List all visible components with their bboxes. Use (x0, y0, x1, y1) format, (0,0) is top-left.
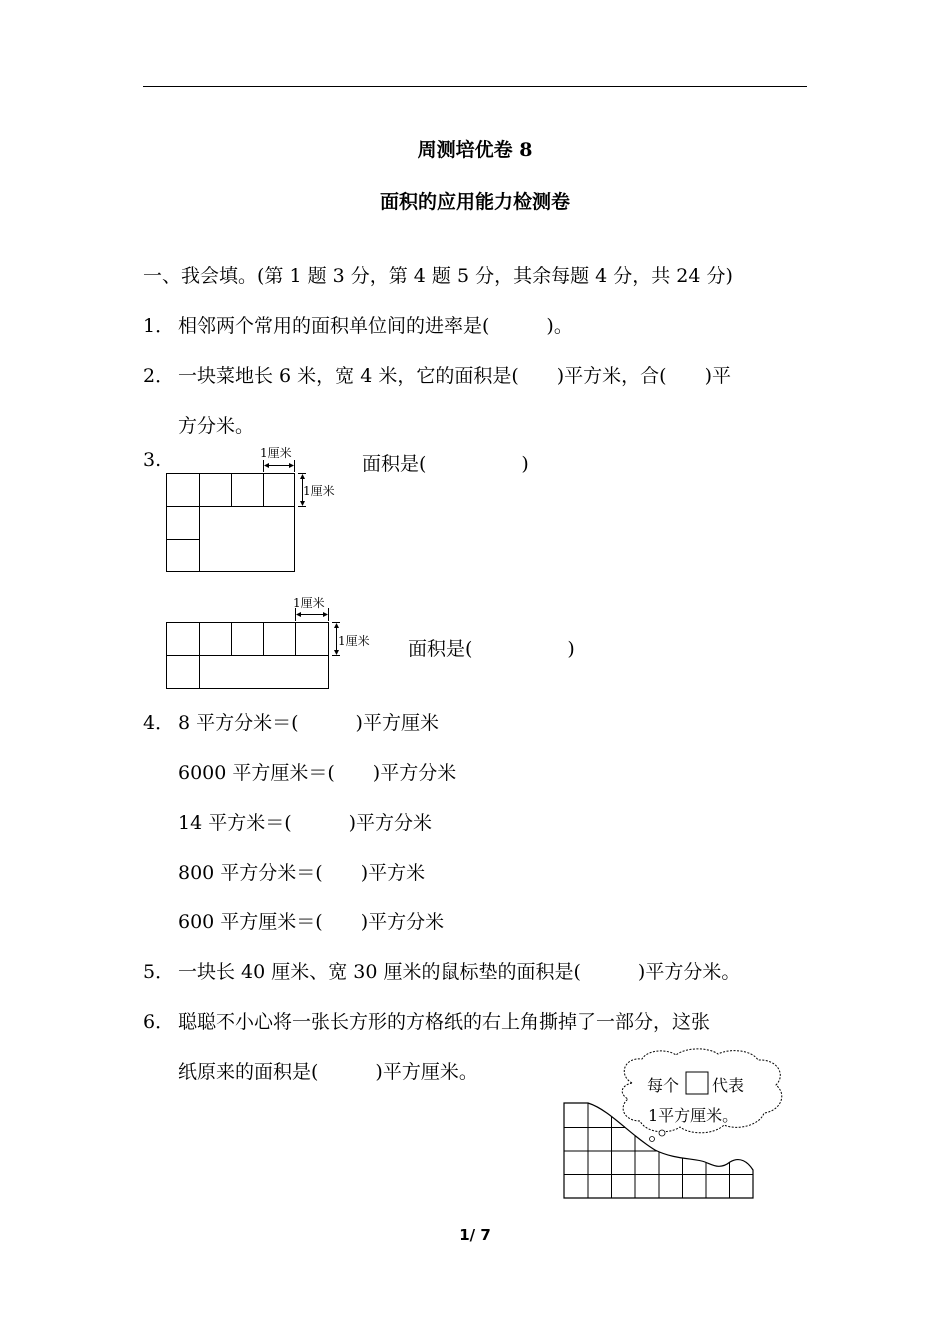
page-number: 1/ 7 (459, 1226, 491, 1244)
bubble-text: 代表 (712, 1076, 745, 1095)
question-number: 6． (143, 1011, 175, 1033)
question-2-text: 一块菜地长 6 米，宽 4 米，它的面积是( )平方米，合( )平 (178, 365, 731, 387)
question-6-text-continued: 纸原来的面积是( )平方厘米。 (178, 1061, 478, 1083)
question-1-text: 相邻两个常用的面积单位间的进率是( )。 (178, 315, 573, 337)
conversion-line: 14 平方米＝( )平方分米 (178, 812, 433, 834)
conversion-line: 6000 平方厘米＝( )平方分米 (178, 762, 457, 784)
question-number: 4． (143, 712, 175, 734)
question-number: 3. (143, 449, 162, 471)
bubble-text: 1平方厘米。 (648, 1106, 739, 1125)
unit-label-top: 1厘米 (293, 596, 325, 610)
question-number: 5． (143, 961, 175, 983)
header-rule (143, 86, 807, 87)
thought-bubble (610, 1045, 790, 1145)
grid-figure-1 (160, 440, 360, 580)
conversion-line: 800 平方分米＝( )平方米 (178, 862, 426, 884)
question-6-text: 聪聪不小心将一张长方形的方格纸的右上角撕掉了一部分，这张 (178, 1011, 711, 1033)
question-number: 2． (143, 365, 175, 387)
question-2-text-continued: 方分米。 (178, 415, 255, 437)
unit-label-side: 1厘米 (338, 634, 370, 648)
page-subtitle: 面积的应用能力检测卷 (379, 191, 570, 213)
question-3-answer-1: 面积是( ) (362, 453, 529, 475)
bubble-text: 每个 (647, 1076, 680, 1095)
conversion-line: 600 平方厘米＝( )平方分米 (178, 911, 445, 933)
page-title: 周测培优卷 8 (417, 139, 533, 161)
question-3-answer-2: 面积是( ) (408, 638, 575, 660)
question-5-text: 一块长 40 厘米、宽 30 厘米的鼠标垫的面积是( )平方分米。 (178, 961, 741, 983)
conversion-line: 8 平方分米＝( )平方厘米 (178, 712, 439, 734)
unit-square-icon (686, 1072, 708, 1094)
unit-label-top: 1厘米 (260, 446, 292, 460)
unit-label-side: 1厘米 (303, 484, 335, 498)
section-heading: 一、我会填。(第 1 题 3 分，第 4 题 5 分，其余每题 4 分，共 24 分) (143, 265, 733, 287)
question-number: 1． (143, 315, 175, 337)
